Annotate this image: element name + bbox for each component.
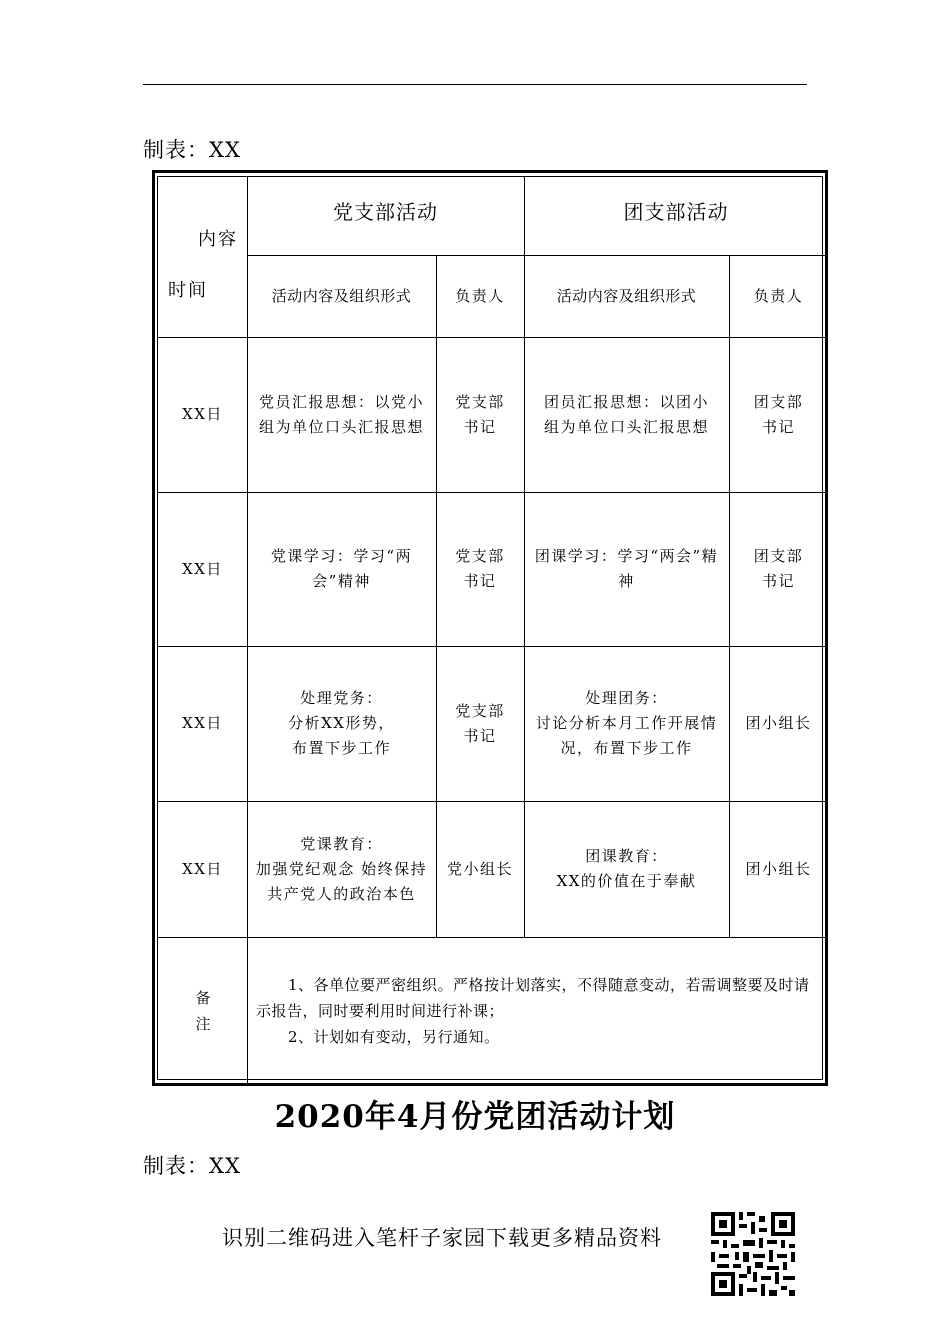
league-branch-header: 团支部活动 [623, 199, 729, 224]
party-owner-cell: 党支部书记 [455, 392, 505, 436]
party-owner-cell: 党支部书记 [455, 701, 505, 745]
table-maker: 制表：XX [143, 1154, 241, 1178]
league-owner-cell: 团小组长 [745, 714, 812, 732]
league-owner-cell: 团小组长 [745, 859, 812, 878]
document-title: 2020年4月份党团活动计划 [274, 1099, 676, 1135]
party-owner-cell: 党小组长 [446, 859, 513, 878]
note-item: 2、计划如有变动，另行通知。 [288, 1028, 500, 1046]
league-owner-header: 负责人 [753, 286, 804, 305]
notes-content [248, 937, 828, 1085]
league-activity-cell: 团课教育： XX的价值在于奉献 [556, 847, 697, 890]
party-activity-cell: 党课教育： 加强党纪观念 始终保持共产党人的政治本色 [255, 834, 428, 903]
league-activity-cell: 团员汇报思想：以团小组为单位口头汇报思想 [543, 392, 709, 436]
party-branch-header: 党支部活动 [333, 199, 438, 224]
note-item: 1、各单位要严密组织。严格按计划落实，不得随意变动，若需调整要及时请示报告，同时要利用时间进行补课； [256, 976, 810, 1020]
notes-label-char: 注 [195, 1015, 211, 1033]
party-activity-cell: 党员汇报思想：以党小组为单位口头汇报思想 [258, 392, 424, 436]
table-maker: 制表：XX [143, 138, 241, 162]
header-rule [143, 84, 807, 85]
row-date: XX日 [182, 559, 223, 578]
party-content-header: 活动内容及组织形式 [271, 286, 412, 305]
league-owner-cell: 团支部书记 [753, 392, 804, 436]
league-activity-cell: 处理团务： 讨论分析本月工作开展情况，布置下步工作 [535, 689, 718, 757]
row-date: XX日 [182, 859, 223, 878]
league-activity-cell: 团课学习：学习“两会”精神 [534, 547, 719, 590]
party-owner-cell: 党支部书记 [455, 547, 505, 590]
promo-text: 识别二维码进入笔杆子家园下载更多精品资料 [222, 1226, 662, 1250]
party-owner-header: 负责人 [455, 286, 505, 305]
party-activity-cell: 党课学习：学习“两会”精神 [270, 547, 413, 590]
activity-plan-table [152, 170, 828, 1086]
party-activity-cell: 处理党务： 分析XX形势， 布置下步工作 [288, 689, 395, 757]
row-date: XX日 [182, 405, 223, 423]
corner-content-label: 内容 [198, 229, 238, 250]
league-owner-cell: 团支部书记 [753, 547, 804, 590]
league-content-header: 活动内容及组织形式 [556, 286, 697, 305]
qr-code-icon[interactable] [709, 1210, 797, 1298]
notes-label [158, 937, 248, 1085]
table-grid [157, 176, 823, 1080]
corner-time-label: 时间 [168, 280, 208, 301]
row-date: XX日 [182, 714, 223, 732]
notes-label-char: 备 [195, 989, 211, 1007]
